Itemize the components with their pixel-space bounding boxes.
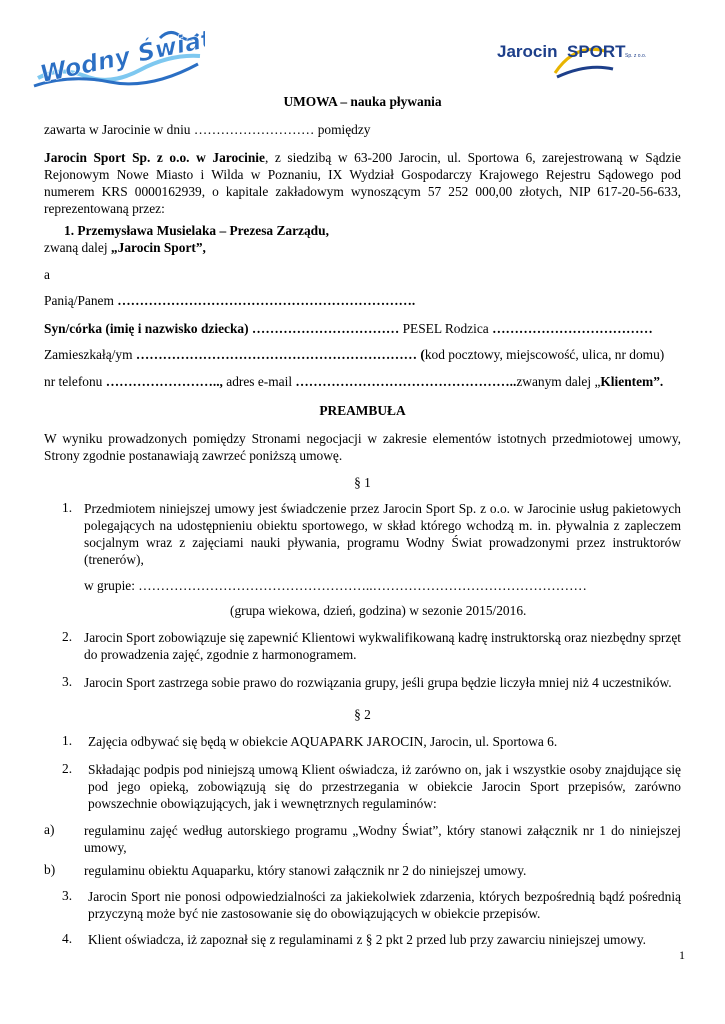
representative: 1. Przemysława Musielaka – Prezesa Zarządu, [64,223,329,238]
group-field: w grupie: ……………………………………………..………………………………………… [84,578,587,593]
logo-right-suffix: Sp. z o.o. [625,53,647,59]
logo-left-text: Wodny Świat [37,26,205,89]
s2-item1-number: 1. [62,733,73,748]
s2-item3-number: 3. [62,888,73,903]
s1-item1-number: 1. [62,500,73,515]
document-title: UMOWA – nauka pływania [283,94,442,109]
s2-item2-text: Składając podpis pod niniejszą umową Klient oświadcza, iż zarówno on, jak i wszystkie osoby znajdujące się pod jego opieką, zobowiązują się do przestrzegania w obiekcie Jarocin Sport przepisów, zarówno powszechnie obowiązujących, jak i wewnętrznych regulaminów: [88,762,681,811]
s2-item3-text: Jarocin Sport nie ponosi odpowiedzialności za jakiekolwiek zdarzenia, których bezpośrednią bądź pośrednią przyczyną może być nie zastosowanie się do obowiązujących w obiekcie przepisów. [88,889,681,921]
s2-item-b-text: regulaminu obiektu Aquaparku, który stanowi załącznik nr 2 do niniejszej umowy. [84,863,527,878]
wodny-swiat-logo [30,26,205,96]
s1-item2-number: 2. [62,629,73,644]
s2-item-a-label: a) [44,822,55,837]
client-name-field: Panią/Panem …………………………………………………………. [44,293,416,308]
contact-field: nr telefonu …………………….., adres e-mail …………………………………………..zwanym dalej „Klientem”. [44,374,664,389]
preamble-text: W wyniku prowadzonych pomiędzy Stronami negocjacji w zakresie elementów istotnych przedmiotowej umowy, Strony zgodnie postanawiają zawrzeć poniższą umowę. [44,431,681,463]
section2-heading: § 2 [354,707,371,722]
party1-called: zwaną dalej „Jarocin Sport”, [44,240,206,255]
s1-item3-number: 3. [62,674,73,689]
s2-item1-text: Zajęcia odbywać się będą w obiekcie AQUAPARK JAROCIN, Jarocin, ul. Sportowa 6. [88,734,558,749]
s2-item2-number: 2. [62,761,73,776]
logo-right-text-a: Jarocin [497,42,558,61]
address-field: Zamieszkałą/ym ……………………………………………………… (kod pocztowy, miejscowość, ulica, nr domu) [44,347,665,362]
child-name-field: Syn/córka (imię i nazwisko dziecka) …………………………… PESEL Rodzica ……………………………… [44,321,653,336]
intro-line: zawarta w Jarocinie w dniu ……………………… pomiędzy [44,122,371,137]
group-hint: (grupa wiekowa, dzień, godzina) w sezonie 2015/2016. [230,603,527,618]
s2-item-b-label: b) [44,862,56,877]
party1-block: Jarocin Sport Sp. z o.o. w Jarocinie, z siedzibą w 63-200 Jarocin, ul. Sportowa 6, zarejestrowaną w Sądzie Rejonowym Nowe Miasto i Wilda w Poznaniu, IX Wydział Gospodarczy Krajowego Rejestru Sądowego pod numerem KRS 0000162939, o kapitale zakładowym wynoszącym 57 252 000,00 złotych, NIP 617-20-56-633, reprezentowaną przez: [44,150,681,216]
s1-item3-text: Jarocin Sport zastrzega sobie prawo do rozwiązania grupy, jeśli grupa będzie liczyła mniej niż 4 uczestników. [84,675,672,690]
s1-item2-text: Jarocin Sport zobowiązuje się zapewnić Klientowi wykwalifikowaną kadrę instruktorską oraz niezbędny sprzęt do prowadzenia zajęć, zgodnie z harmonogramem. [84,630,681,662]
s2-item4-number: 4. [62,931,73,946]
s2-item4-text: Klient oświadcza, iż zapoznał się z regulaminami z § 2 pkt 2 przed lub przy zawarciu niniejszej umowy. [88,932,646,947]
and-connector: a [44,267,50,282]
jarocin-sport-logo [495,33,670,83]
logo-right-text-b: SPORT [567,42,626,61]
section1-heading: § 1 [354,475,371,490]
party1-name: Jarocin Sport Sp. z o.o. w Jarocinie [44,150,265,165]
page-number: 1 [679,948,685,962]
preamble-heading: PREAMBUŁA [319,403,406,418]
s2-item-a-text: regulaminu zajęć według autorskiego programu „Wodny Świat”, który stanowi załącznik nr 1 do niniejszej umowy, [84,823,681,855]
s1-item1-text: Przedmiotem niniejszej umowy jest świadczenie przez Jarocin Sport Sp. z o.o. w Jarocinie usług pakietowych polegających na udostępnieniu obiektu sportowego, w skład którego wchodzą m. in. pływalnia z zapleczem socjalnym wraz z zajęciami nauki pływania, programu Wodny Świat prowadzonymi przez instruktorów (trenerów), [84,501,681,567]
